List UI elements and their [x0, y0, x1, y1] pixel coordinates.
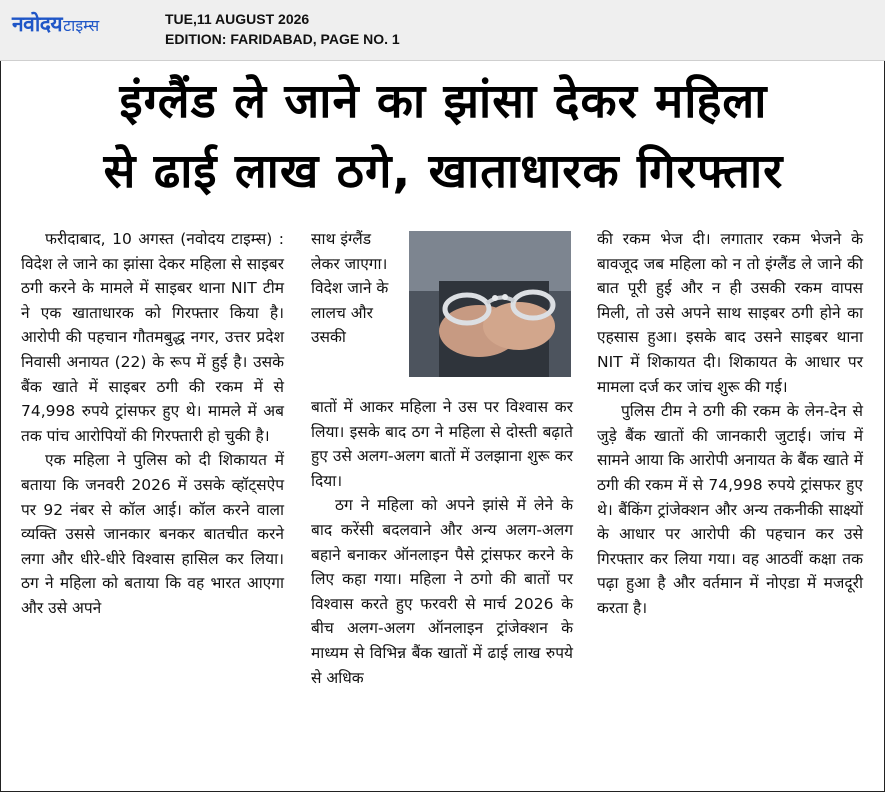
headline [1, 67, 885, 207]
issue-date: TUE,11 AUGUST 2026 [165, 11, 310, 27]
edition-page: EDITION: FARIDABAD, PAGE NO. 1 [165, 31, 400, 47]
article-column-1 [21, 227, 284, 621]
handcuffs-icon [409, 231, 571, 377]
paragraph: एक महिला ने पुलिस को दी शिकायत में बताया कि जनवरी 2026 में उसके व्हॉट्सऐप पर 92 नंबर से कॉल आई। कॉल करने वाला व्यक्ति उससे जानकार बनकर बातचीत करने लगा और धीरे-धीरे विश्वास हासिल कर लिया। ठग ने महिला को बताया कि वह भारत आएगा और उसे अपने [21, 451, 284, 617]
headline-line-2: से ढाई लाख ठगे, खाताधारक गिरफ्तार [103, 144, 784, 199]
edition-info [165, 9, 400, 49]
masthead [0, 0, 885, 61]
brand-subtitle: टाइम्स [63, 16, 100, 35]
news-article [0, 61, 885, 792]
paragraph: साथ इंग्लैंड लेकर जाएगा। विदेश जाने के लालच और उसकी [311, 230, 389, 347]
brand-logo [12, 10, 99, 38]
article-column-2 [311, 395, 573, 690]
handcuffed-hands-photo [409, 231, 571, 377]
paragraph: ठग ने महिला को अपने झांसे में लेने के बाद करेंसी बदलवाने और अन्य अलग-अलग बहाने बनाकर ऑनलाइन पैसे ट्रांसफर करने के लिए कहा गया। महिला ने ठगो की बातों पर विश्वास करते हुए फरवरी से मार्च 2026 के बीच अलग-अलग ऑनलाइन ट्रांजेक्शन के माध्यम से विभिन्न बैंक खातों में ढाई लाख रुपये से अधिक [311, 496, 573, 687]
paragraph: पुलिस टीम ने ठगी की रकम के लेन-देन से जुड़े बैंक खातों की जानकारी जुटाई। जांच में सामने आया कि आरोपी अनायत के बैंक खाते में ठगी की रकम में से 74,998 रुपये ट्रांसफर हुए थे। बैंकिंग ट्रांजेक्शन और अन्य तकनीकी साक्ष्यों के आधार पर आरोपी की पहचान कर उसे गिरफ्तार कर लिया गया। वह आठवीं कक्षा तक पढ़ा हुआ है और वर्तमान में नोएडा में मजदूरी करता है। [597, 402, 863, 617]
paragraph: की रकम भेज दी। लगातार रकम भेजने के बावजूद जब महिला को न तो इंग्लैंड ले जाने की बात पूरी हुई और न ही उसकी रकम वापस मिली, तो उसे अपने साथ साइबर ठगी होने का एहसास हुआ। इसके बाद उसने साइबर थाना NIT में शिकायत दी। शिकायत के आधार पर मामला दर्ज कर जांच शुरू की गई। [597, 230, 863, 396]
headline-line-1: इंग्लैंड ले जाने का झांसा देकर महिला [119, 74, 768, 129]
article-column-3 [597, 227, 863, 621]
article-column-2-narrow [311, 227, 403, 350]
paragraph: फरीदाबाद, 10 अगस्त (नवोदय टाइम्स) : विदेश ले जाने का झांसा देकर महिला से साइबर ठगी करने के मामले में साइबर थाना NIT टीम ने एक खाताधारक को गिरफ्तार किया है। आरोपी की पहचान गौतमबुद्ध नगर, उत्तर प्रदेश निवासी अनायत (22) के रूप में हुई है। उसके बैंक खाते में साइबर ठगी की रकम में से 74,998 रुपये ट्रांसफर हुए थे। मामले में अब तक पांच आरोपियों की गिरफ्तारी हो चुकी है। [21, 230, 284, 445]
brand-name: नवोदय [12, 12, 63, 36]
paragraph: बातों में आकर महिला ने उस पर विश्वास कर लिया। इसके बाद ठग ने महिला से दोस्ती बढ़ाते हुए उसे अलग-अलग बातों में उलझाना शुरू कर दिया। [311, 398, 573, 490]
